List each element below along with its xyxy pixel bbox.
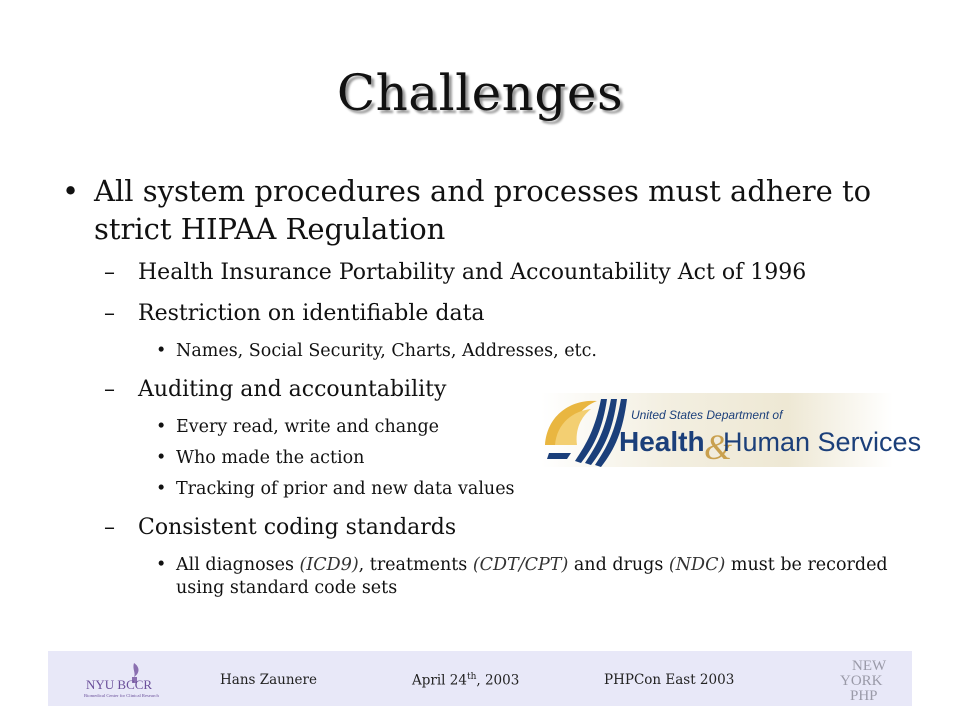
sub-bullet-coding <box>60 513 920 542</box>
hhs-eagle-icon <box>541 393 922 467</box>
main-bullet-text: All system procedures and processes must adhere to strict HIPAA Regulation <box>94 174 872 246</box>
hhs-human: Human Services <box>723 427 922 457</box>
restriction-item-text: Names, Social Security, Charts, Addresses, etc. <box>176 341 597 361</box>
footer-author: Hans Zaunere <box>220 672 317 688</box>
coding-text-part: , treatments <box>358 555 473 575</box>
new-york-php-logo <box>838 656 908 702</box>
ndc-code: (NDC) <box>668 555 726 575</box>
auditing-item <box>60 478 920 501</box>
sub-bullet-restriction <box>60 299 920 328</box>
nyu-sub: Biomedical Center for Clinical Research <box>84 693 159 698</box>
restriction-item <box>60 340 920 363</box>
icd9-code: (ICD9) <box>299 555 359 575</box>
auditing-text: Auditing and accountability <box>138 377 447 402</box>
hhs-logo <box>541 393 922 467</box>
coding-text-part: must be recorded using standard code sets <box>176 555 888 598</box>
bullet-dot: • <box>156 448 167 468</box>
coding-text-part: All diagnoses <box>176 555 300 575</box>
date-prefix: April 24 <box>412 672 467 689</box>
coding-item <box>60 554 920 600</box>
coding-text: Consistent coding standards <box>138 515 457 540</box>
date-sup: th <box>466 672 477 682</box>
hhs-health: Health <box>619 426 705 457</box>
ny-php: PHP <box>850 688 878 704</box>
dash-marker: – <box>104 377 115 402</box>
coding-text-part: and drugs <box>568 555 669 575</box>
ny-york: YORK <box>840 673 883 689</box>
bullet-dot: • <box>156 479 167 499</box>
slide-footer <box>48 651 912 706</box>
dash-marker: – <box>104 515 115 540</box>
footer-date <box>412 672 519 689</box>
sub-bullet-hipaa <box>60 258 920 287</box>
slide-title: Challenges <box>336 64 624 122</box>
dash-marker: – <box>104 260 115 285</box>
nyu-bccr-logo <box>82 659 194 699</box>
nyu-main: NYU BCCR <box>86 677 153 692</box>
slide-body <box>60 172 920 608</box>
date-suffix: , 2003 <box>476 672 520 689</box>
ny-new: NEW <box>852 658 887 674</box>
cdt-cpt-code: (CDT/CPT) <box>472 555 569 575</box>
restriction-text: Restriction on identifiable data <box>138 301 485 326</box>
torch-icon <box>133 663 138 677</box>
dash-marker: – <box>104 301 115 326</box>
bullet-dot: • <box>62 174 80 208</box>
bullet-dot: • <box>156 341 167 361</box>
hhs-amp: & <box>704 427 733 467</box>
auditing-item-text: Who made the action <box>176 448 365 468</box>
hipaa-text: Health Insurance Portability and Accountability Act of 1996 <box>138 260 807 285</box>
auditing-item-text: Tracking of prior and new data values <box>176 479 515 499</box>
auditing-item-text: Every read, write and change <box>176 417 440 437</box>
hhs-line1: United States Department of <box>631 408 783 422</box>
bullet-dot: • <box>156 417 167 437</box>
bullet-dot: • <box>156 555 167 575</box>
main-bullet <box>60 172 920 248</box>
footer-conference: PHPCon East 2003 <box>604 672 735 688</box>
